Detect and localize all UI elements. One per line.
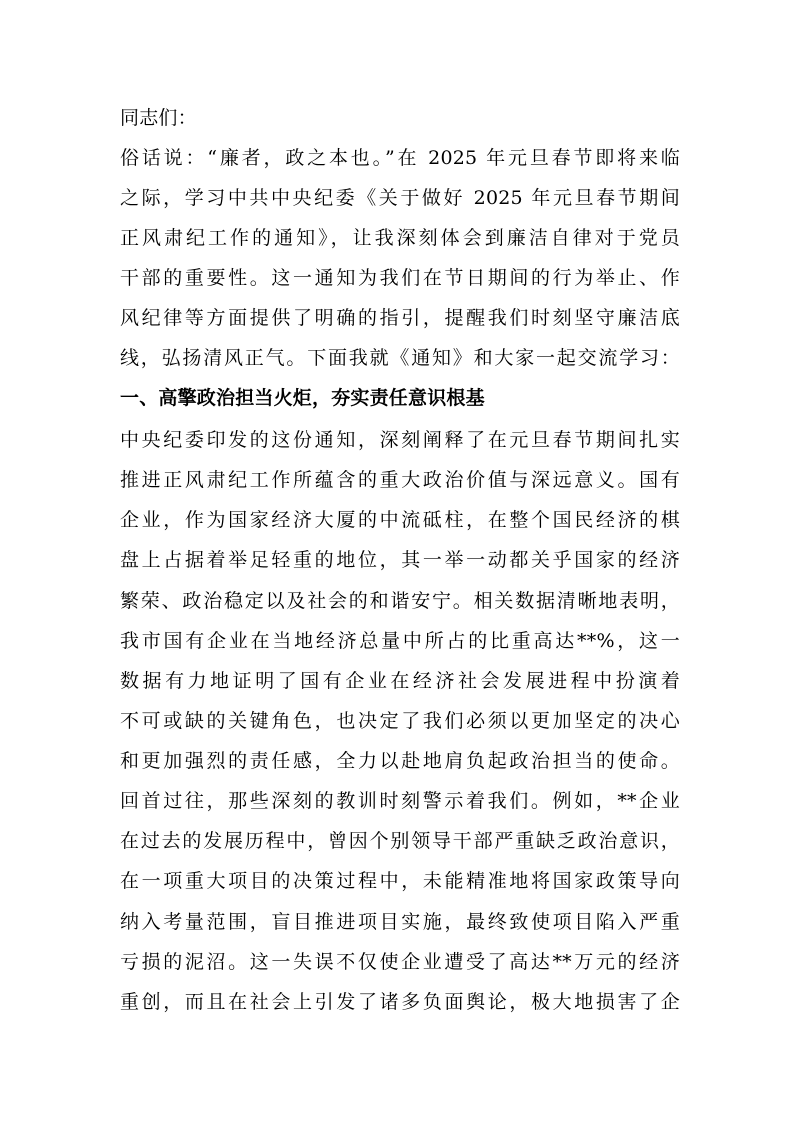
- paragraph-line: 不可或缺的关键角色，也决定了我们必须以更加坚定的决心: [120, 710, 680, 732]
- paragraph-line: 数据有力地证明了国有企业在经济社会发展进程中扮演着: [120, 670, 680, 692]
- paragraph-line: 在一项重大项目的决策过程中，未能精准地将国家政策导向: [120, 870, 680, 892]
- intro-line: 之际，学习中共中央纪委《关于做好 2025 年元旦春节期间: [120, 187, 680, 209]
- intro-line: 俗话说：“廉者，政之本也。”在 2025 年元旦春节即将来临: [120, 147, 680, 169]
- paragraph-line: 和更加强烈的责任感，全力以赴地肩负起政治担当的使命。: [120, 750, 680, 772]
- paragraph-line: 亏损的泥沼。这一失误不仅使企业遭受了高达**万元的经济: [120, 951, 680, 973]
- salutation: 同志们：: [120, 107, 197, 129]
- paragraph-line: 我市国有企业在当地经济总量中所占的比重高达**%，这一: [120, 630, 680, 652]
- paragraph-line: 企业，作为国家经济大厦的中流砥柱，在整个国民经济的棋: [120, 509, 680, 531]
- paragraph-line: 中央纪委印发的这份通知，深刻阐释了在元旦春节期间扎实: [120, 429, 680, 451]
- paragraph-line: 在过去的发展历程中，曾因个别领导干部严重缺乏政治意识，: [120, 830, 680, 852]
- paragraph-line: 繁荣、政治稳定以及社会的和谐安宁。相关数据清晰地表明，: [120, 590, 680, 612]
- paragraph-line: 推进正风肃纪工作所蕴含的重大政治价值与深远意义。国有: [120, 469, 680, 491]
- intro-line: 风纪律等方面提供了明确的指引，提醒我们时刻坚守廉洁底: [120, 307, 680, 329]
- paragraph-line: 纳入考量范围，盲目推进项目实施，最终致使项目陷入严重: [120, 911, 680, 933]
- section-heading: 一、高擎政治担当火炬，夯实责任意识根基: [120, 387, 485, 409]
- intro-line: 线，弘扬清风正气。下面我就《通知》和大家一起交流学习：: [120, 347, 680, 369]
- paragraph-line: 重创，而且在社会上引发了诸多负面舆论，极大地损害了企: [120, 991, 680, 1013]
- intro-line: 干部的重要性。这一通知为我们在节日期间的行为举止、作: [120, 267, 680, 289]
- paragraph-line: 盘上占据着举足轻重的地位，其一举一动都关乎国家的经济: [120, 549, 680, 571]
- intro-line: 正风肃纪工作的通知》，让我深刻体会到廉洁自律对于党员: [120, 227, 680, 249]
- paragraph-line: 回首过往，那些深刻的教训时刻警示着我们。例如，**企业: [120, 790, 680, 812]
